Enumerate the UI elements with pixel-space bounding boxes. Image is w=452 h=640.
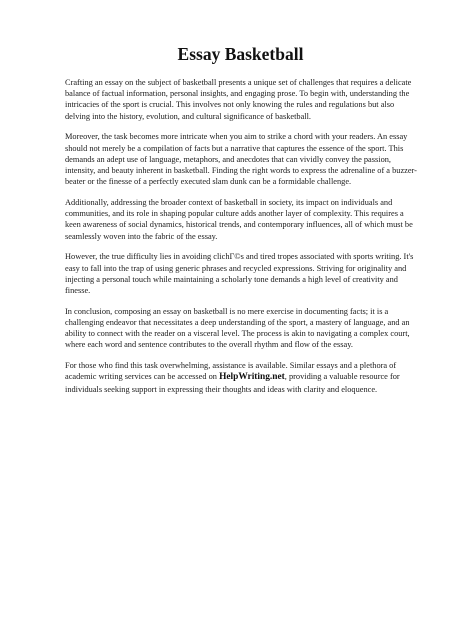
helpwriting-link[interactable]: HelpWriting.net (219, 372, 285, 383)
paragraph-readers: Moreover, the task becomes more intricate when you aim to strike a chord with your readers. An essay should not merely be a compilation of facts but a narrative that captures the essence of the sport. This demands an adept use of language, metaphors, and anecdotes that can vividly convey the passion, intensity, and beauty inherent in basketball. Finding the right words to express the adrenaline of a buzzer-beater or the finesse of a perfectly executed slam dunk can be a formidable challenge. (65, 132, 417, 187)
paragraph-conclusion: In conclusion, composing an essay on basketball is no mere exercise in documenting facts; it is a challenging endeavor that necessitates a deep understanding of the sport, a mastery of language, and an ability to connect with the reader on a visceral level. The process is akin to navigating a complex court, where each word and sentence contributes to the overall rhythm and flow of the essay. (65, 306, 410, 350)
paragraph-intro: Crafting an essay on the subject of basketball presents a unique set of challenges that requires a delicate balance of factual information, personal insights, and engaging prose. To begin with, understanding the intricacies of the sport is crucial. This involves not only knowing the rules and regulations but also delving into the history, evolution, and cultural significance of basketball. (65, 78, 412, 121)
assistance-text-before: For those who find this task overwhelming, assistance is available. Similar essays and a plethora of academic writing services can be accessed on (65, 361, 397, 382)
paragraph-cliches: However, the true difficulty lies in avoiding clichГ©s and tired tropes associated with sports writing. It's easy to fall into the trap of using generic phrases and recycled expressions. Striving for originality and injecting a personal touch while maintaining a scholarly tone demands a high level of creativity and finesse. (65, 252, 414, 296)
assistance-text-after: , providing a valuable resource for individuals seeking support in expressing their thoughts and ideas with clarity and eloquence. (65, 372, 400, 394)
document-title: Essay Basketball (177, 44, 304, 64)
paragraph-society: Additionally, addressing the broader context of basketball in society, its impact on individuals and communities, and its role in shaping popular culture adds another layer of complexity. This requires a keen awareness of social dynamics, historical trends, and contemporary influences, all of which must be seamlessly woven into the fabric of the essay. (65, 198, 413, 241)
paragraph-assistance (65, 360, 420, 395)
